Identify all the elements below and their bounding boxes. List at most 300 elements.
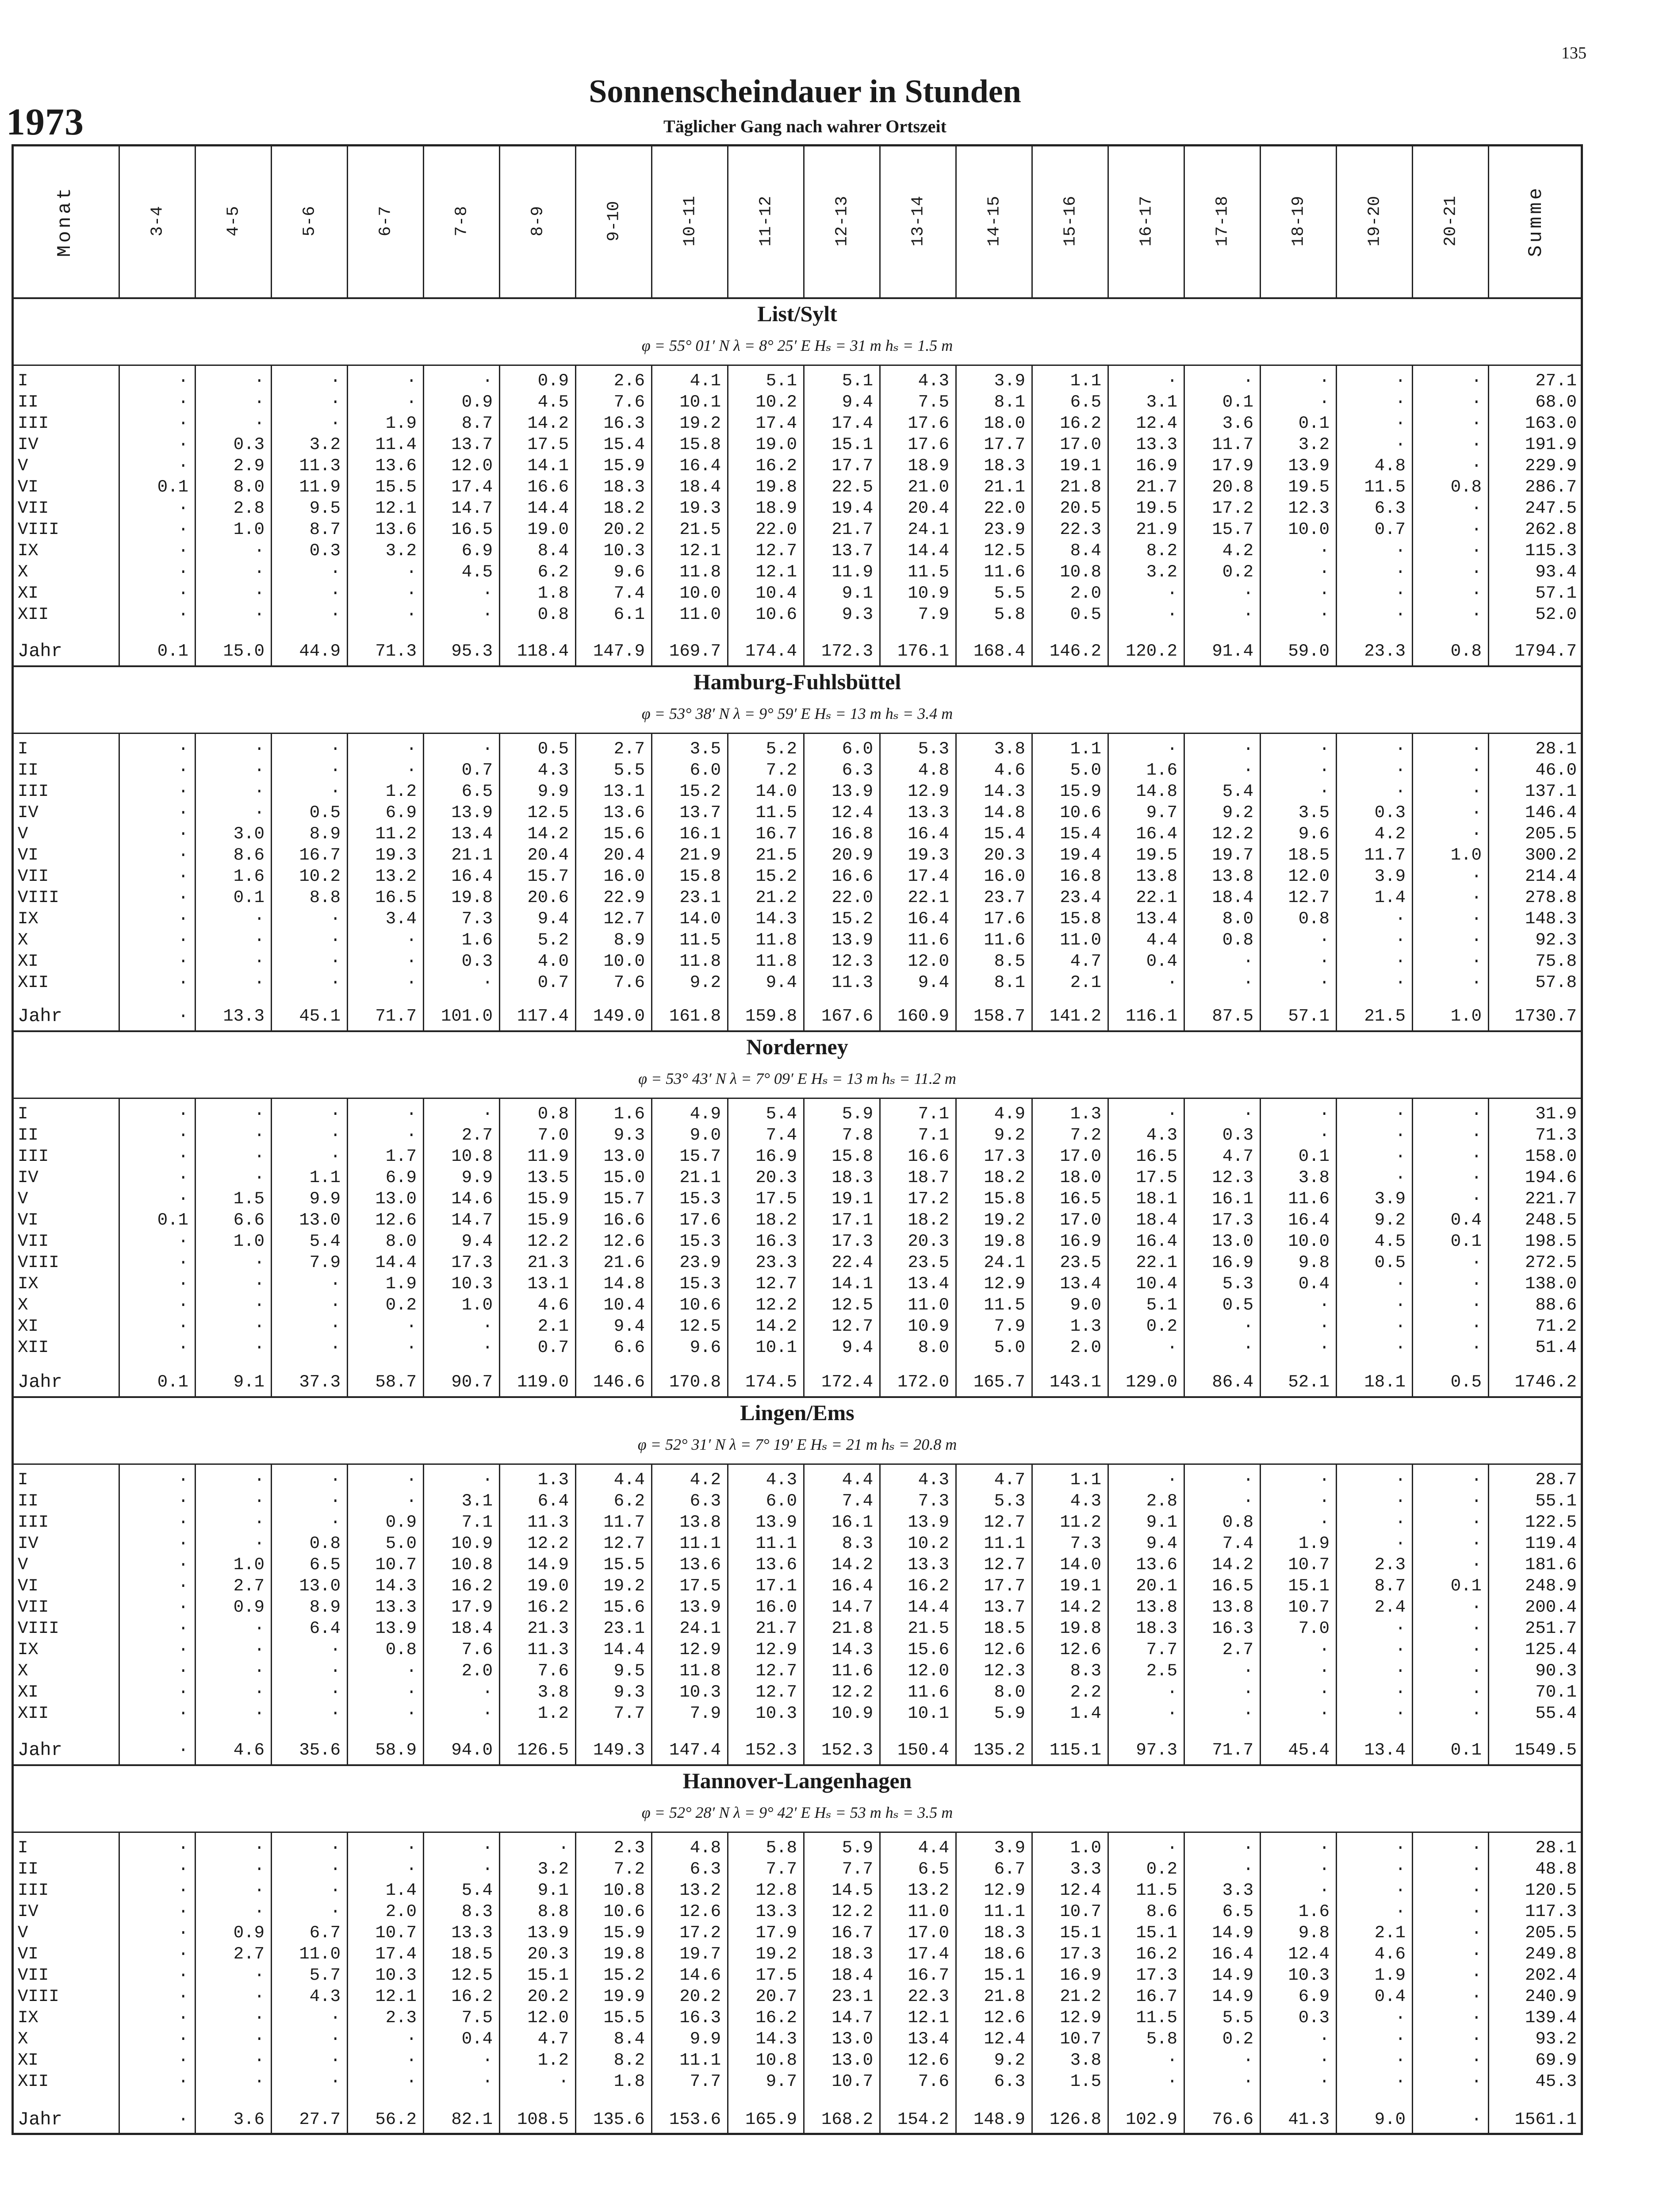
table-cell: · (330, 2008, 341, 2028)
month-label: I (18, 1470, 28, 1490)
month-label: III (18, 414, 49, 433)
table-cell: 198.5 (1525, 1232, 1577, 1251)
table-cell: · (178, 1125, 188, 1145)
table-cell: 4.7 (537, 2029, 569, 2049)
table-cell: 11.3 (527, 1640, 569, 1659)
annual-total-cell: 0.5 (1450, 1372, 1482, 1392)
table-cell: 11.1 (755, 1534, 797, 1553)
table-cell: 1.3 (1070, 1317, 1101, 1336)
annual-total-cell: 59.0 (1288, 641, 1330, 661)
annual-total-cell: 56.2 (375, 2110, 417, 2129)
table-cell: · (178, 1838, 188, 1858)
table-cell: 16.7 (832, 1923, 873, 1943)
table-cell: 13.1 (527, 1274, 569, 1294)
table-cell: 12.4 (984, 2029, 1025, 2049)
table-cell: · (1395, 2051, 1406, 2070)
table-cell: 12.5 (984, 541, 1025, 561)
header-cell-19 (1488, 144, 1583, 298)
table-cell: · (1243, 1682, 1253, 1702)
table-cell: 15.4 (1060, 824, 1101, 844)
table-cell: 15.5 (603, 1555, 645, 1575)
annual-total-cell: 152.3 (821, 1740, 873, 1760)
hour-column (879, 1833, 955, 2134)
table-cell: · (1243, 605, 1253, 624)
table-cell: · (178, 1944, 188, 1964)
table-cell: · (254, 1534, 264, 1553)
table-cell: 13.9 (527, 1923, 569, 1943)
table-cell: 19.2 (679, 414, 721, 433)
table-cell: 18.3 (603, 477, 645, 497)
table-cell: 5.7 (309, 1966, 341, 1985)
table-cell: 115.3 (1525, 541, 1577, 561)
table-cell: 248.9 (1525, 1576, 1577, 1596)
table-cell: · (330, 2029, 341, 2049)
table-cell: 18.2 (755, 1210, 797, 1230)
table-cell: 16.1 (679, 824, 721, 844)
annual-total-cell: 146.6 (593, 1372, 645, 1392)
table-cell: · (1319, 1317, 1330, 1336)
table-cell: · (1471, 1619, 1482, 1638)
table-cell: 5.3 (918, 739, 949, 759)
annual-total-cell: 0.8 (1450, 641, 1482, 661)
table-cell: 13.6 (375, 520, 417, 539)
table-cell: 19.8 (755, 477, 797, 497)
table-cell: · (254, 605, 264, 624)
table-cell: 12.2 (832, 1682, 873, 1702)
table-cell: · (1471, 888, 1482, 907)
table-cell: 6.3 (842, 760, 873, 780)
annual-total-cell: 170.8 (669, 1372, 721, 1392)
table-cell: · (1471, 1189, 1482, 1209)
table-cell: · (254, 1295, 264, 1315)
table-cell: 19.5 (1136, 845, 1177, 865)
table-cell: 15.1 (1136, 1923, 1177, 1943)
table-cell: 15.1 (832, 435, 873, 454)
table-cell: 7.9 (309, 1253, 341, 1272)
table-cell: 10.3 (679, 1682, 721, 1702)
table-cell: · (482, 1859, 493, 1879)
table-cell: 14.3 (375, 1576, 417, 1596)
hour-column (347, 734, 423, 1030)
table-cell: 6.3 (690, 1491, 721, 1511)
table-cell: 15.5 (603, 2008, 645, 2028)
table-cell: 9.4 (461, 1232, 493, 1251)
hour-column (879, 734, 955, 1030)
table-cell: 19.1 (1060, 1576, 1101, 1596)
table-cell: 19.7 (1212, 845, 1253, 865)
table-cell: 11.8 (679, 952, 721, 971)
table-cell: · (1395, 909, 1406, 929)
table-cell: 21.5 (679, 520, 721, 539)
table-cell: · (406, 760, 417, 780)
table-cell: 4.7 (994, 1470, 1025, 1490)
table-cell: · (1319, 1838, 1330, 1858)
table-cell: · (178, 2029, 188, 2049)
table-cell: 3.4 (385, 909, 417, 929)
hour-column (1107, 1833, 1184, 2134)
table-cell: 0.4 (1146, 952, 1177, 971)
table-cell: · (1471, 1661, 1482, 1681)
table-cell: 12.2 (527, 1232, 569, 1251)
month-label: IX (18, 541, 38, 561)
table-cell: · (482, 1838, 493, 1858)
table-cell: · (482, 973, 493, 992)
table-cell: · (1471, 605, 1482, 624)
table-cell: 23.1 (603, 1619, 645, 1638)
table-cell: 16.9 (1136, 456, 1177, 476)
table-cell: 17.1 (755, 1576, 797, 1596)
table-cell: 16.2 (908, 1576, 949, 1596)
table-cell: 13.1 (603, 782, 645, 801)
hour-column (271, 1833, 347, 2134)
month-label: XII (18, 605, 49, 624)
table-cell: · (1319, 392, 1330, 412)
table-cell: 4.3 (1070, 1491, 1101, 1511)
table-cell: 21.8 (832, 1619, 873, 1638)
table-cell: 16.2 (1136, 1944, 1177, 1964)
table-cell: 16.0 (984, 867, 1025, 886)
table-cell: 13.8 (1212, 1598, 1253, 1617)
table-cell: 7.6 (613, 973, 645, 992)
hour-column (1184, 1465, 1260, 1764)
table-cell: 6.3 (690, 1859, 721, 1879)
table-cell: 4.4 (842, 1470, 873, 1490)
table-cell: · (482, 1317, 493, 1336)
table-cell: 12.3 (984, 1661, 1025, 1681)
table-cell: · (178, 1682, 188, 1702)
month-label: XI (18, 1682, 38, 1702)
table-cell: 1.0 (233, 1232, 264, 1251)
table-cell: · (254, 2051, 264, 2070)
table-cell: 20.2 (679, 1987, 721, 2006)
table-cell: 13.3 (375, 1598, 417, 1617)
station-coordinates: φ = 53° 43′ N λ = 7° 09′ E Hₛ = 13 m hₛ = 11.2 m (638, 1070, 956, 1087)
annual-total-cell: 86.4 (1212, 1372, 1253, 1392)
table-cell: 9.5 (613, 1661, 645, 1681)
hour-column (499, 1465, 575, 1764)
annual-total-cell: 44.9 (299, 641, 341, 661)
table-cell: · (1395, 1838, 1406, 1858)
table-cell: 10.6 (755, 605, 797, 624)
annual-total-cell: · (178, 1740, 188, 1760)
table-cell: 0.8 (1222, 1513, 1253, 1532)
annual-total-cell: 87.5 (1212, 1006, 1253, 1026)
table-cell: 12.5 (451, 1966, 493, 1985)
table-cell: 11.7 (1212, 435, 1253, 454)
annual-total-cell: 95.3 (451, 641, 493, 661)
annual-total-cell: 147.9 (593, 641, 645, 661)
table-cell: · (1471, 2072, 1482, 2091)
table-cell: · (330, 973, 341, 992)
table-cell: 8.4 (613, 2029, 645, 2049)
table-cell: 7.7 (766, 1859, 797, 1879)
hour-column (423, 1465, 499, 1764)
table-cell: · (1319, 1859, 1330, 1879)
hour-column (803, 366, 879, 665)
table-cell: 12.7 (603, 1534, 645, 1553)
table-cell: 9.9 (690, 2029, 721, 2049)
table-cell: 4.4 (613, 1470, 645, 1490)
table-cell: 13.0 (299, 1576, 341, 1596)
table-cell: 6.5 (309, 1555, 341, 1575)
table-cell: 12.7 (755, 1274, 797, 1294)
table-cell: 14.4 (375, 1253, 417, 1272)
table-cell: 10.3 (451, 1274, 493, 1294)
annual-total-cell: 1.0 (1450, 1006, 1482, 1026)
table-cell: 11.0 (679, 605, 721, 624)
table-cell: 9.2 (994, 2051, 1025, 2070)
table-cell: 3.5 (1298, 803, 1330, 822)
annual-total-cell: 126.5 (517, 1740, 569, 1760)
table-cell: 16.2 (451, 1987, 493, 2006)
station-coordinates: φ = 52° 28′ N λ = 9° 42′ E Hₛ = 53 m hₛ = 3.5 m (641, 1804, 953, 1821)
table-cell: 9.1 (842, 584, 873, 603)
table-cell: · (1471, 1704, 1482, 1723)
table-cell: 119.4 (1525, 1534, 1577, 1553)
hour-column (955, 734, 1031, 1030)
hour-column (727, 1833, 803, 2134)
table-cell: 1.1 (1070, 739, 1101, 759)
table-cell: 7.5 (461, 2008, 493, 2028)
table-cell: · (1471, 973, 1482, 992)
table-cell: 9.2 (994, 1125, 1025, 1145)
table-cell: 12.6 (1060, 1640, 1101, 1659)
table-cell: · (178, 605, 188, 624)
table-cell: · (1471, 435, 1482, 454)
table-cell: · (1395, 760, 1406, 780)
month-label: XI (18, 2051, 38, 2070)
table-cell: 3.2 (537, 1859, 569, 1879)
hour-column (1031, 1833, 1107, 2134)
annual-total-cell: 116.1 (1125, 1006, 1177, 1026)
table-cell: 17.7 (984, 435, 1025, 454)
table-cell: · (1471, 1944, 1482, 1964)
table-cell: 11.0 (1060, 930, 1101, 950)
table-cell: 28.1 (1535, 1838, 1577, 1858)
header-label: 7-8 (452, 206, 471, 237)
hour-column (1031, 1099, 1107, 1396)
header-label: 8-9 (528, 206, 547, 237)
header-cell-3 (271, 144, 347, 298)
table-cell: 17.0 (1060, 1210, 1101, 1230)
table-cell: 251.7 (1525, 1619, 1577, 1638)
table-cell: 12.7 (832, 1317, 873, 1336)
hour-column (499, 1833, 575, 2134)
table-cell: 4.5 (461, 562, 493, 582)
annual-total-cell: 168.2 (821, 2110, 873, 2129)
table-cell: · (1471, 1987, 1482, 2006)
table-cell: · (1395, 414, 1406, 433)
table-cell: · (330, 562, 341, 582)
month-label: I (18, 371, 28, 391)
table-cell: · (330, 392, 341, 412)
table-cell: 1.9 (1298, 1534, 1330, 1553)
table-cell: 1.0 (233, 520, 264, 539)
table-cell: 16.7 (299, 845, 341, 865)
table-cell: 14.4 (908, 541, 949, 561)
table-cell: · (1167, 1682, 1177, 1702)
header-label: 19-20 (1365, 196, 1384, 247)
month-label: I (18, 1838, 28, 1858)
hour-column (1412, 1465, 1488, 1764)
table-cell: · (406, 562, 417, 582)
table-cell: 12.3 (832, 952, 873, 971)
hour-column (955, 366, 1031, 665)
table-cell: · (1471, 1881, 1482, 1900)
table-cell: 13.9 (679, 1598, 721, 1617)
header-cell-4 (347, 144, 423, 298)
table-cell: 9.9 (461, 1168, 493, 1187)
table-cell: · (254, 1704, 264, 1723)
month-label: VII (18, 1598, 49, 1617)
table-cell: 10.0 (1288, 1232, 1330, 1251)
table-cell: · (178, 1859, 188, 1879)
table-cell: 19.5 (1288, 477, 1330, 497)
annual-total-cell: 148.9 (973, 2110, 1025, 2129)
table-cell: 9.6 (613, 562, 645, 582)
table-cell: 5.4 (766, 1104, 797, 1124)
table-cell: 11.6 (984, 930, 1025, 950)
table-cell: · (1471, 1923, 1482, 1943)
table-cell: 10.0 (603, 952, 645, 971)
table-cell: 9.4 (613, 1317, 645, 1336)
table-cell: 16.0 (603, 867, 645, 886)
table-cell: · (1471, 1253, 1482, 1272)
table-cell: 6.2 (613, 1491, 645, 1511)
table-cell: 9.4 (1146, 1534, 1177, 1553)
table-cell: · (330, 2051, 341, 2070)
annual-total-cell: 108.5 (517, 2110, 569, 2129)
table-cell: · (254, 1881, 264, 1900)
hour-column (119, 1465, 195, 1764)
table-cell: 21.7 (1136, 477, 1177, 497)
table-cell: 0.9 (537, 371, 569, 391)
table-cell: 52.0 (1535, 605, 1577, 624)
station-coordinates: φ = 53° 38′ N λ = 9° 59′ E Hₛ = 13 m hₛ = 3.4 m (641, 705, 953, 722)
table-cell: 0.7 (1374, 520, 1406, 539)
table-cell: 31.9 (1535, 1104, 1577, 1124)
table-cell: · (1471, 1491, 1482, 1511)
hour-column (1412, 366, 1488, 665)
table-cell: 2.7 (233, 1576, 264, 1596)
table-cell: 248.5 (1525, 1210, 1577, 1230)
table-cell: 11.2 (1060, 1513, 1101, 1532)
table-cell: 8.7 (461, 414, 493, 433)
table-cell: 122.5 (1525, 1513, 1577, 1532)
table-cell: 0.3 (1298, 2008, 1330, 2028)
annual-total-cell: 71.7 (1212, 1740, 1253, 1760)
table-cell: 7.3 (461, 909, 493, 929)
table-cell: 15.7 (527, 867, 569, 886)
hour-column (955, 1833, 1031, 2134)
table-cell: · (254, 1966, 264, 1985)
table-cell: · (178, 1555, 188, 1575)
table-cell: · (330, 1147, 341, 1166)
table-cell: 17.6 (679, 1210, 721, 1230)
table-cell: · (1395, 562, 1406, 582)
table-cell: · (406, 371, 417, 391)
table-cell: · (1319, 1295, 1330, 1315)
hour-column (347, 1833, 423, 2134)
table-cell: 13.4 (908, 1274, 949, 1294)
table-cell: 10.6 (603, 1902, 645, 1921)
table-cell: 8.3 (461, 1902, 493, 1921)
table-cell: · (1167, 371, 1177, 391)
table-cell: 19.9 (603, 1987, 645, 2006)
table-cell: · (1243, 2072, 1253, 2091)
table-cell: 13.0 (299, 1210, 341, 1230)
table-cell: 229.9 (1525, 456, 1577, 476)
table-cell: 2.1 (537, 1317, 569, 1336)
table-cell: 249.8 (1525, 1944, 1577, 1964)
table-cell: 18.4 (832, 1966, 873, 1985)
annual-total-cell: 15.0 (223, 641, 264, 661)
table-cell: 17.4 (908, 1944, 949, 1964)
table-cell: 7.4 (842, 1491, 873, 1511)
table-cell: 10.0 (679, 584, 721, 603)
table-cell: 10.2 (299, 867, 341, 886)
table-cell: 17.3 (1060, 1944, 1101, 1964)
month-column (11, 1099, 119, 1396)
table-cell: 10.8 (1060, 562, 1101, 582)
table-cell: 16.3 (755, 1232, 797, 1251)
table-cell: 8.0 (1222, 909, 1253, 929)
table-cell: 2.9 (233, 456, 264, 476)
month-label: IV (18, 1902, 38, 1921)
month-label: Jahr (18, 1371, 62, 1393)
table-cell: 5.9 (842, 1838, 873, 1858)
table-cell: · (1471, 1125, 1482, 1145)
header-cell-9 (727, 144, 803, 298)
table-cell: 300.2 (1525, 845, 1577, 865)
table-cell: · (1471, 1838, 1482, 1858)
annual-total-cell: 172.4 (821, 1372, 873, 1392)
table-cell: 0.3 (1222, 1125, 1253, 1145)
table-cell: 4.1 (690, 371, 721, 391)
table-cell: 10.8 (451, 1555, 493, 1575)
station-block (11, 1031, 1583, 1396)
table-cell: 5.4 (309, 1232, 341, 1251)
table-cell: · (1471, 1295, 1482, 1315)
table-cell: 21.0 (908, 477, 949, 497)
table-cell: 7.4 (613, 584, 645, 603)
annual-total-cell: 169.7 (669, 641, 721, 661)
table-cell: 13.0 (1212, 1232, 1253, 1251)
table-cell: 14.3 (984, 782, 1025, 801)
station-coordinates: φ = 55° 01′ N λ = 8° 25′ E Hₛ = 31 m hₛ = 1.5 m (641, 337, 953, 354)
table-cell: 1.8 (537, 584, 569, 603)
table-cell: · (406, 1317, 417, 1336)
table-cell: 5.8 (994, 605, 1025, 624)
table-cell: 69.9 (1535, 2051, 1577, 2070)
table-cell: · (1395, 371, 1406, 391)
table-cell: 23.7 (984, 888, 1025, 907)
table-cell: 13.4 (908, 2029, 949, 2049)
table-cell: · (1319, 1513, 1330, 1532)
station-name: Lingen/Ems (740, 1400, 854, 1425)
table-cell: · (1395, 1513, 1406, 1532)
table-cell: 13.6 (603, 803, 645, 822)
table-cell: 14.8 (984, 803, 1025, 822)
table-cell: 15.7 (1212, 520, 1253, 539)
table-cell: · (254, 2072, 264, 2091)
table-cell: 11.1 (984, 1534, 1025, 1553)
month-label: VII (18, 867, 49, 886)
table-cell: 1.9 (1374, 1966, 1406, 1985)
table-cell: · (1395, 1338, 1406, 1357)
table-cell: · (178, 824, 188, 844)
table-cell: 12.6 (679, 1902, 721, 1921)
